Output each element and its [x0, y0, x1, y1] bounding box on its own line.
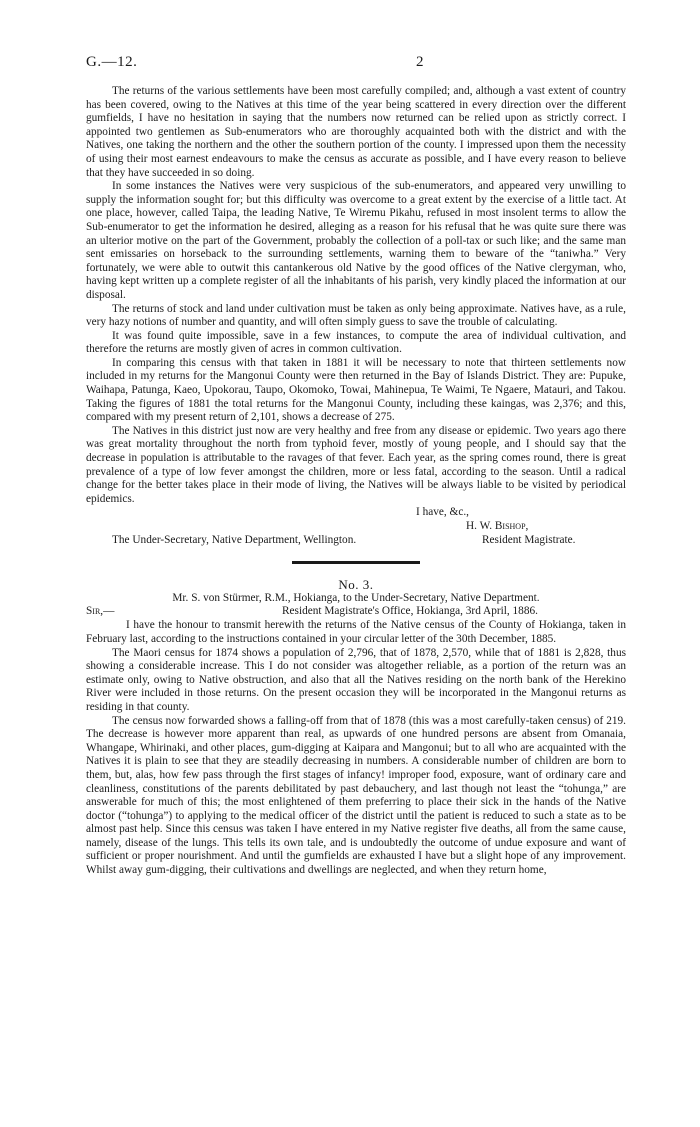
- page-number: 2: [416, 54, 424, 70]
- letter-address: Resident Magistrate's Office, Hokianga, 3rd April, 1886.: [282, 605, 538, 618]
- paragraph: The Maori census for 1874 shows a population of 2,796, that of 1878, 2,570, while that of 1881 is 2,828, thus showing a considerable increase. This I do not consider was altogether reliable, as a portion of the return was an estimate only, owing to Native obstruction, and also that all the Natives residing on the north bank of the Herekino River were included in those returns. On the present occasion they will be incorporated in the Mangonui returns as residing in that county.: [86, 646, 626, 713]
- document-body: [86, 85, 626, 878]
- signatory-title: Resident Magistrate.: [482, 533, 576, 546]
- paragraph: The Natives in this district just now are very healthy and free from any disease or epidemic. Two years ago there was great mortality throughout the north from typhoid fever, mostly of young people, and I should say that the decrease in population is attributable to the ravages of that fever. Each year, as the spring comes round, there is great prevalence of a type of low fever amongst the children, more or less fatal, according to the season. Until a radical change for the better takes place in their mode of living, the Natives will be always liable to be visited by periodical epidemics.: [86, 424, 626, 505]
- salutation: Sir,—: [86, 605, 115, 618]
- addressee: The Under-Secretary, Native Department, Wellington.: [112, 533, 357, 546]
- closing-text: I have, &c.,: [416, 506, 470, 519]
- page-header: [86, 54, 626, 74]
- section-title: No. 3.: [338, 577, 374, 593]
- letter-from-line: Mr. S. von Stürmer, R.M., Hokianga, to the Under-Secretary, Native Department.: [172, 591, 540, 604]
- salutation-line: [86, 605, 626, 619]
- paragraph: In some instances the Natives were very suspicious of the sub-enumerators, and appeared very unwilling to supply the information sought for; but this difficulty was overcome to a great extent by the exercise of a little tact. At one place, however, called Taipa, the leading Native, Te Wiremu Pikahu, refused in most insolent terms to allow the Sub-enumerator to get the information he desired, alleging as a reason for his refusal that he was quite sure there was an ulterior motive on the part of the Government, probably the collection of a poll-tax or such like; and the same man sent emissaries on horseback to the surrounding settlements, warning them to beware of the “taniwha.” Very fortunately, we were able to outwit this cantankerous old Native by the good offices of the Native clergyman, who, having kept written up a complete register of all the inhabitants of his parish, very kindly placed the information at our disposal.: [86, 180, 626, 301]
- addressee-line: [86, 534, 626, 548]
- paragraph: The returns of the various settlements have been most carefully compiled; and, although a vast extent of country has been covered, owing to the Natives at this time of the year being scattered in every direction over the different gumfields, I have no hesitation in saying that the numbers now returned can be relied upon as strictly correct. I appointed two gentlemen as Sub-enumerators who are thoroughly acquainted both with the district and with the Natives, one taking the northern and the other the southern portion of the county. I impressed upon them the necessity of using their most earnest endeavours to make the census as accurate as possible, and I have every reason to believe that they have succeeded in so doing.: [86, 85, 626, 179]
- signature: H. W. Bishop,: [466, 520, 529, 532]
- paragraph: In comparing this census with that taken in 1881 it will be necessary to note that thirteen settlements now included in my returns for the Mangonui County were then returned in the Bay of Islands District. They are: Pupuke, Waihapa, Patunga, Kaeo, Upokorau, Taupo, Okomoko, Towai, Mahinepua, Te Waimi, Te Ngaere, Matauri, and Takou. Taking the figures of 1881 the total returns for the Mangonui County, including these kaingas, was 2,376; and this, compared with my present return of 2,101, shows a decrease of 275.: [86, 356, 626, 424]
- document-reference: G.—12.: [86, 54, 138, 70]
- signature-line: [86, 520, 626, 534]
- section-divider: [292, 561, 420, 564]
- paragraph: The returns of stock and land under cultivation must be taken as only being approximate. Natives have, as a rule, very hazy notions of number and quantity, and will often simply guess to save the trouble of calculating.: [86, 302, 626, 329]
- paragraph: I have the honour to transmit herewith the returns of the Native census of the County of Hokianga, taken in February last, according to the instructions contained in your circular letter of the 30th December, 1885.: [86, 619, 626, 645]
- paragraph: It was found quite impossible, save in a few instances, to compute the area of individual cultivation, and therefore the returns are mostly given of acres in common cultivation.: [86, 329, 626, 356]
- paragraph: The census now forwarded shows a falling-off from that of 1878 (this was a most carefully-taken census) of 219. The decrease is however more apparent than real, as upwards of one hundred persons are absent from Omanaia, Whangape, Whirinaki, and other places, gum-digging at Kaipara and Mangonui; but to all who are acquainted with the Natives it is plain to see that they are steadily decreasing in numbers. A considerable number of children are born to them, but, alas, how few pass through the first stages of infancy! improper food, exposure, want of ordinary care and cleanliness, constitutions of the parents debilitated by past debauchery, and last though not least the “tohunga,” are answerable for much of this; the most enlightened of them preferring to place their sick in the hands of the Native doctor (“tohunga”) to applying to the medical officer of the district until the patient is reduced to such a state as to be almost past help. Since this census was taken I have entered in my Native register five deaths, all from the same cause, namely, disease of the lungs. This tells its own tale, and is undoubtedly the outcome of undue exposure and want of sufficient or proper nourishment. And until the gumfields are exhausted I have but a slight hope of any improvement. Whilst away gum-digging, their cultivations and dwellings are neglected, and when they return home,: [86, 714, 626, 877]
- closing-line: [86, 506, 626, 520]
